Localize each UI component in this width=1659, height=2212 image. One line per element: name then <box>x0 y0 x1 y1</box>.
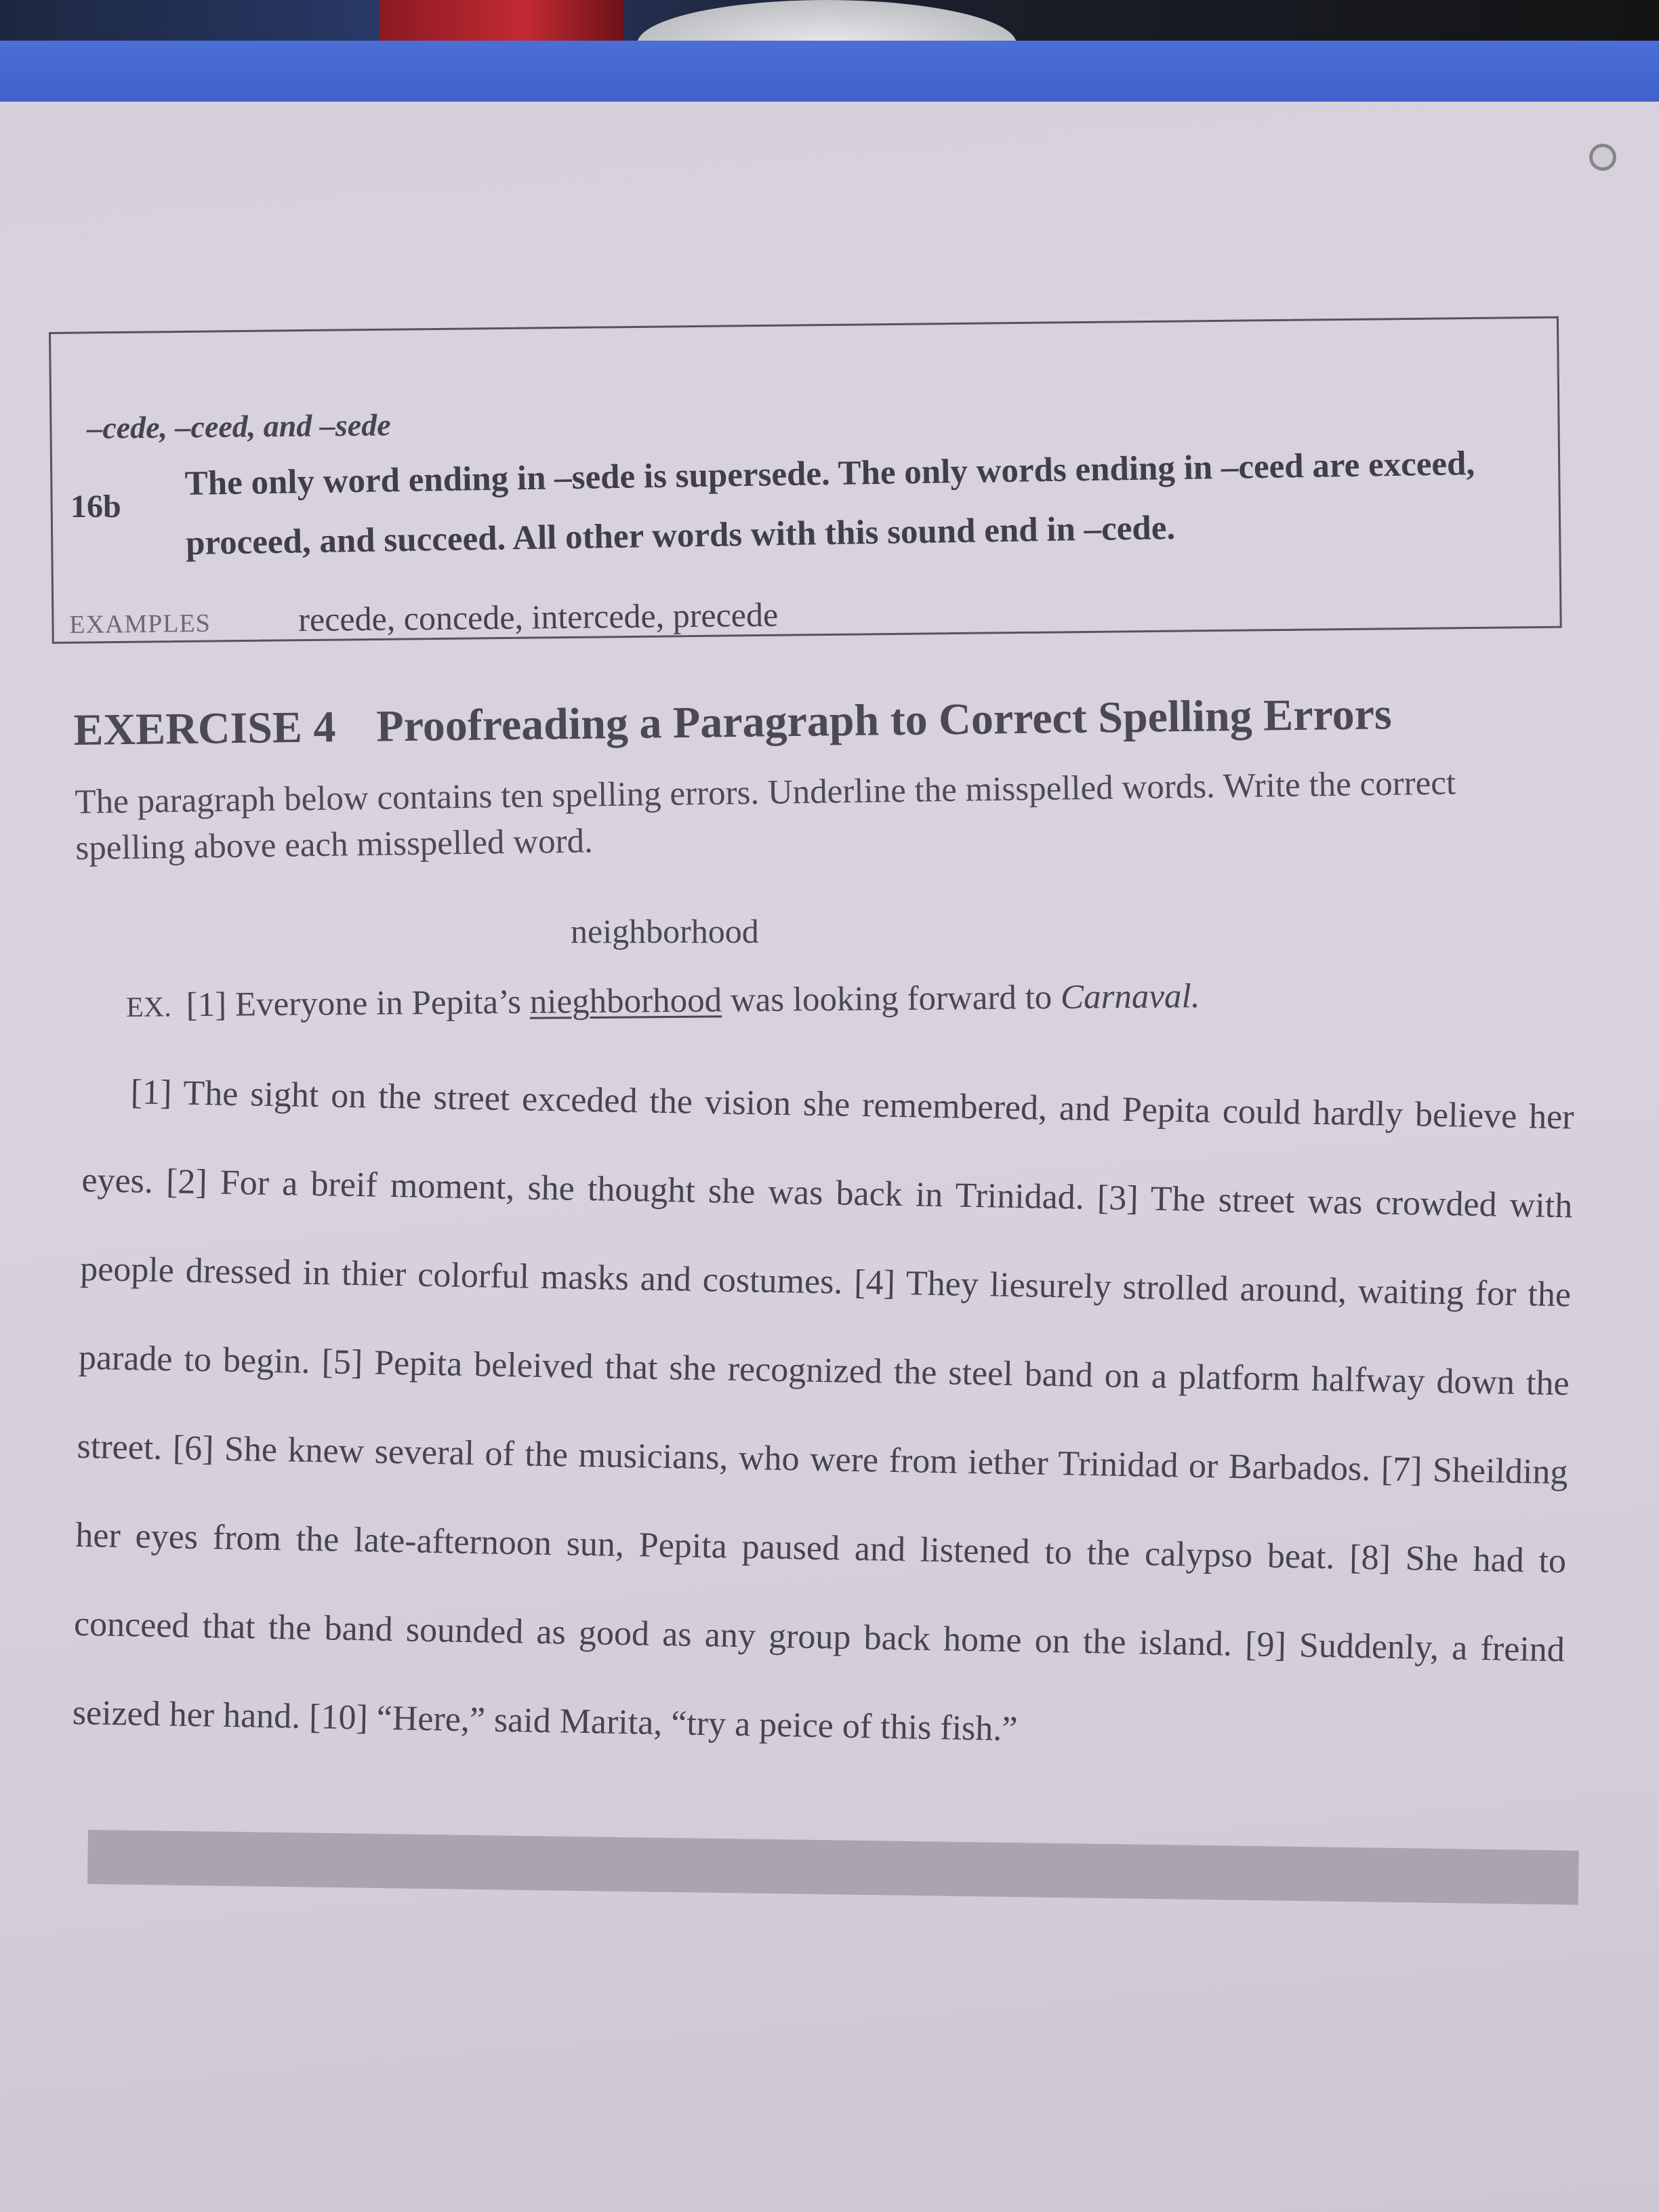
exercise-paragraph: [1] The sight on the street exceded the vision she remembered, and Pepita could hardly believe her eyes. [2] For a breif moment, she thought she was back in Trinidad. [3] The street was crowded with people dressed in thier colorful masks and costumes. [4] They liesurely strolled around, waiting for the parade to begin. [5] Pepita beleived that she recognized the steel band on a platform halfway down the street. [6] She knew several of the musicians, who were from iether Trinidad or Barbados. [7] Sheilding her eyes from the late-afternoon sun, Pepita paused and listened to the calypso beat. [8] She had to conceed that the band sounded as good as any group back home on the island. [9] Suddenly, a freind seized her hand. [10] “Here,” said Marita, “try a peice of this fish.” <box>72 1073 1575 1749</box>
exercise-title: Proofreading a Paragraph to Correct Spelling Errors <box>375 689 1392 752</box>
rule-text: The only word ending in –sede is supersede. The only words ending in –ceed are exceed, proceed, and succeed. All other words with this sound end in –cede. <box>184 445 1475 562</box>
example-misspelled-word: nieghborhood <box>529 981 722 1021</box>
examples-list: recede, concede, intercede, precede <box>298 595 779 638</box>
example-correction: neighborhood <box>571 912 759 950</box>
exercise-number: EXERCISE 4 <box>73 702 336 755</box>
example-before: [1] Everyone in Pepita’s <box>186 983 531 1025</box>
example-italic-word: Carnaval. <box>1060 977 1200 1017</box>
example-after: was looking forward to <box>721 978 1061 1020</box>
pin-icon <box>1589 144 1616 171</box>
examples-label: EXAMPLES <box>69 609 211 639</box>
rule-title: –cede, –ceed, and –sede <box>87 407 391 445</box>
rule-number: 16b <box>70 489 121 525</box>
exercise-instructions: The paragraph below contains ten spelling errors. Underline the misspelled words. Write the correct spelling above each misspelled word. <box>75 764 1456 867</box>
example-tag: EX. <box>126 991 171 1023</box>
